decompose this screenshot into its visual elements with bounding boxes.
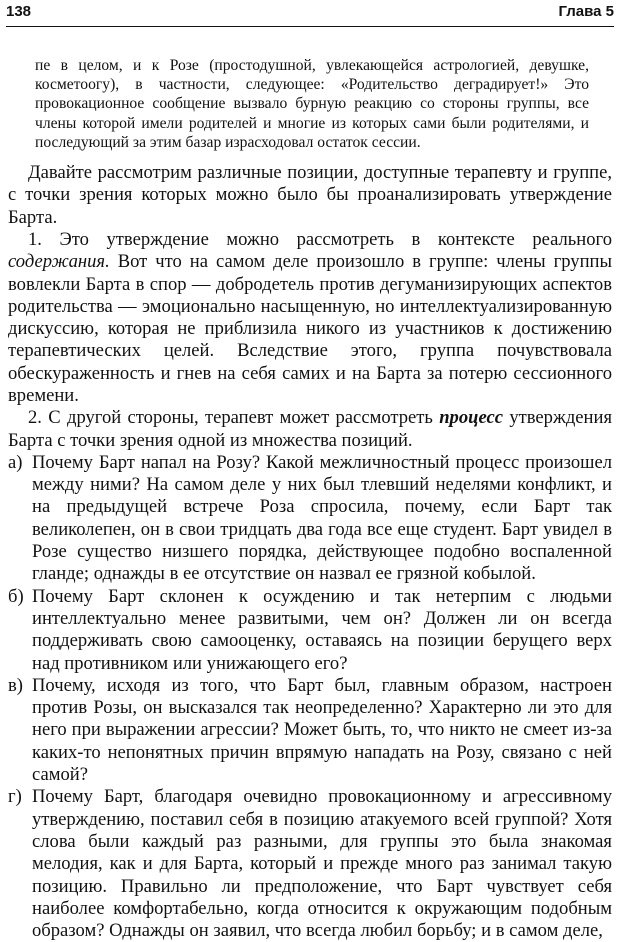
point-2-paragraph bbox=[8, 407, 612, 452]
list-item-text: Почему Барт напал на Розу? Какой межличностный процесс произошел между ними? На самом деле у них был тлевший неделями конфликт, и на предыдущей встрече Роза спросила, почему, если Барт так великолепен, он в свои тридцать два года все еще студент. Барт увидел в Розе существо низшего порядка, действующее подобно воспаленной гланде; однажды в ее отсутствие он назвал ее грязной кобылой. bbox=[32, 451, 612, 585]
list-item-v bbox=[8, 675, 612, 786]
point-1-paragraph bbox=[8, 229, 612, 407]
point-1-lead: 1. Это утверждение можно рассмотреть в контексте реального bbox=[28, 228, 612, 250]
list-marker: а) bbox=[8, 451, 23, 473]
point-2-emphasis: процесс bbox=[439, 407, 504, 429]
point-2-rest: утверждения Барта с точки зрения одной из множества позиций. bbox=[8, 407, 612, 451]
list-marker: б) bbox=[8, 585, 24, 607]
body-text bbox=[8, 162, 612, 942]
chapter-title: Глава 5 bbox=[558, 3, 614, 20]
point-1-emphasis: содержания. bbox=[8, 251, 110, 273]
list-item-text: Почему Барт склонен к осуждению и так нетерпим с людьми интеллектуально менее развитыми, чем он? Должен ли он всегда поддерживать свою самооценку, оставаясь на позиции берущего верх над противником или унижающего его? bbox=[32, 585, 612, 674]
list-marker: г) bbox=[8, 786, 22, 808]
quoted-excerpt bbox=[35, 56, 589, 152]
intro-paragraph: Давайте рассмотрим различные позиции, доступные терапевту и группе, с точки зрения которых можно было бы проанализировать утверждение Барта. bbox=[8, 162, 612, 228]
list-item-a bbox=[8, 452, 612, 586]
list-item-text: Почему Барт, благодаря очевидно провокационному и агрессивному утверждению, поставил себя в позицию атакуемого всей группой? Хотя слова были каждый раз разными, для группы это была знакомая мелодия, как и для Барта, который и прежде много раз занимал такую позицию. Правильно ли предположение, что Барт чувствует себя наиболее комфортабельно, когда относится к окружающим подобным образом? Однажды он заявил, что всегда любил борьбу; и в самом деле, bbox=[32, 786, 612, 942]
page-number: 138 bbox=[6, 3, 32, 20]
page-header bbox=[6, 0, 614, 27]
list-item-b bbox=[8, 586, 612, 675]
list-item-text: Почему, исходя из того, что Барт был, главным образом, настроен против Розы, он высказался так неопределенно? Характерно ли это для него при выражении агрессии? Может быть, то, что никто не смеет из-за каких-то непонятных причин впрямую нападать на Розу, связано с ней самой? bbox=[32, 674, 612, 786]
point-2-lead: 2. С другой стороны, терапевт может рассмотреть bbox=[28, 407, 440, 429]
list-marker: в) bbox=[8, 674, 23, 696]
list-item-g bbox=[8, 786, 612, 942]
quote-text: пе в целом, и к Розе (простодушной, увлекающейся астрологией, девушке, косметоогу), в частности, следующее: «Родительство деградирует!» Это провокационное сообщение вызвало бурную реакцию со стороны группы, все члены которой имели родителей и многие из которых сами были родителями, и последующий за этим базар израсходовал остаток сессии. bbox=[35, 57, 589, 151]
point-1-rest: Вот что на самом деле произошло в группе: члены группы вовлекли Барта в спор — добродетель против дегуманизирующих аспектов родительства — эмоционально насыщенную, но интеллектуализированную дискуссию, которая не приблизила никого из участников к достижению терапевтических целей. Вследствие этого, группа почувствовала обескураженность и гнев на себя самих и на Барта за потерю сессионного времени. bbox=[8, 251, 612, 406]
page-content bbox=[8, 56, 612, 942]
